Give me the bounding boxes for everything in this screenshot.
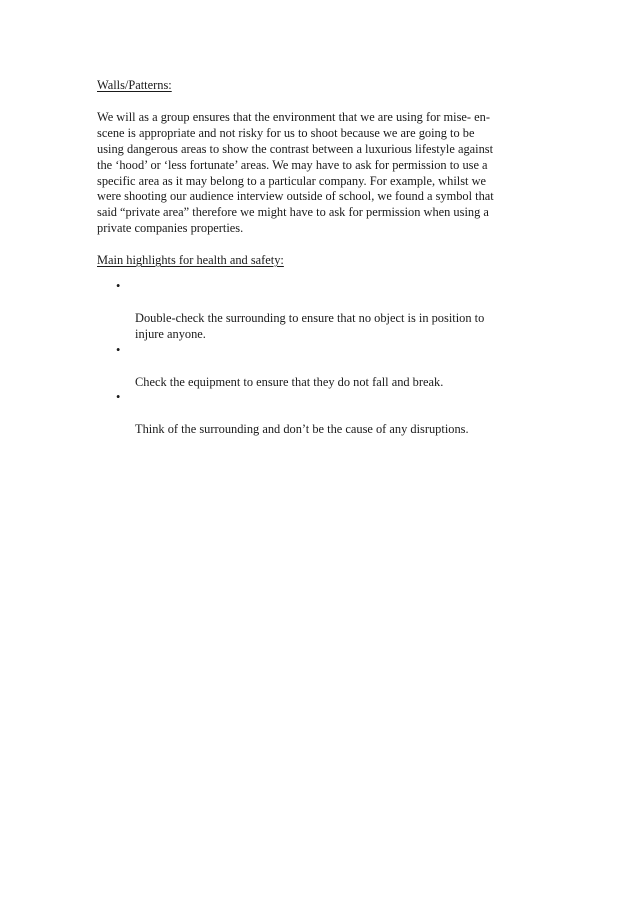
list-item	[97, 279, 547, 343]
bullet-icon: •	[116, 279, 121, 294]
health-safety-list	[97, 279, 547, 438]
list-item	[97, 343, 547, 391]
bullet-icon: •	[116, 342, 121, 357]
list-item-text: Check the equipment to ensure that they do not fall and break.	[135, 374, 444, 389]
body-paragraph: We will as a group ensures that the environment that we are using for mise- en- scene is appropriate and not risky for us to shoot because we are going to be using dangerous areas to show the contrast between a luxurious lifestyle against the ‘hood’ or ‘less fortunate’ areas. We may have to ask for permission to use a specific area as it may belong to a particular company. For example, whilst we were shooting our audience interview outside of school, we found a symbol that said “private area” therefore we might have to ask for permission when using a private companies properties.	[97, 109, 494, 236]
list-item-text: Think of the surrounding and don’t be the cause of any disruptions.	[135, 422, 469, 437]
section-heading: Walls/Patterns:	[97, 78, 172, 92]
list-item-text: Double-check the surrounding to ensure that no object is in position to injure anyone.	[135, 310, 485, 341]
bullet-icon: •	[116, 390, 121, 405]
list-item	[97, 390, 547, 438]
health-safety-heading: Main highlights for health and safety:	[97, 253, 284, 268]
document-body	[97, 78, 547, 438]
